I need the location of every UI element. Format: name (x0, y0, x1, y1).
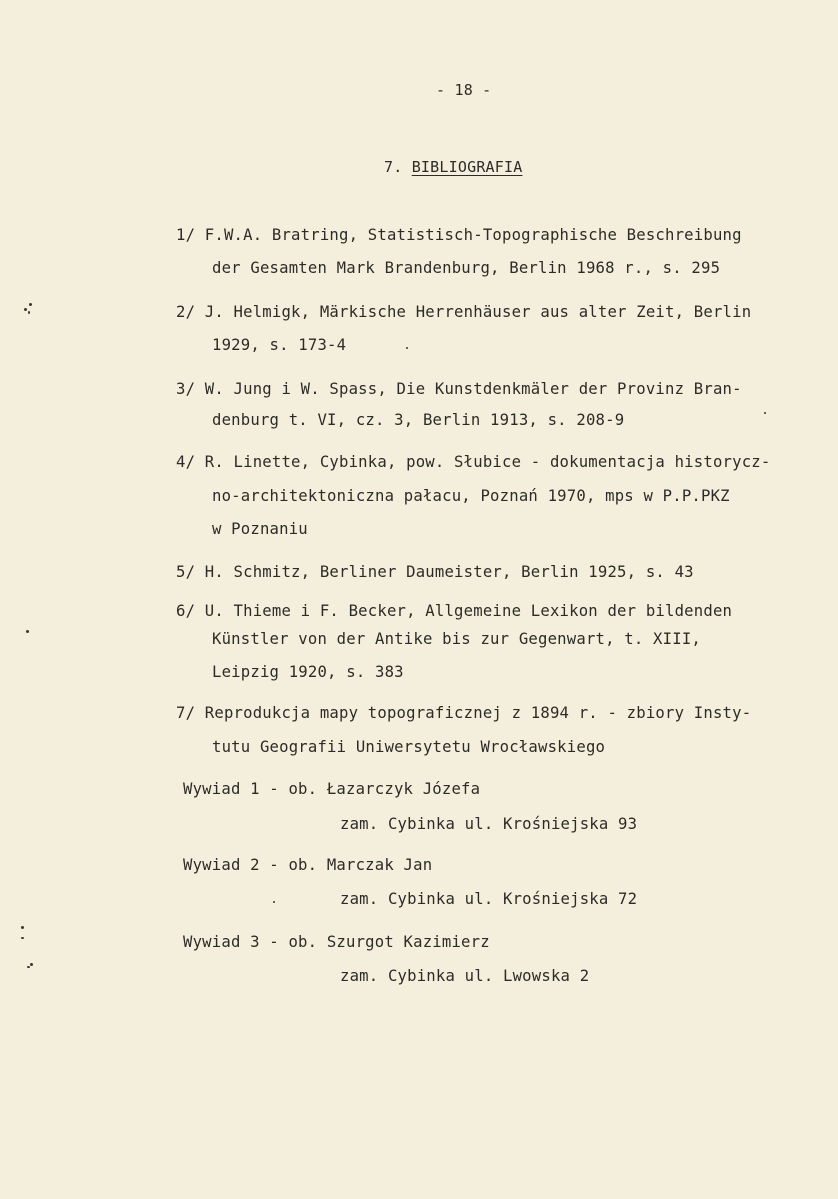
paper-speck (21, 937, 24, 939)
paper-speck (406, 347, 408, 349)
paper-speck (273, 901, 275, 903)
reference-6-line-1: 6/ U. Thieme i F. Becker, Allgemeine Lexikon der bildenden (176, 602, 733, 620)
reference-1-line-1: 1/ F.W.A. Bratring, Statistisch-Topographische Beschreibung (176, 226, 742, 244)
section-title: BIBLIOGRAFIA (411, 158, 523, 176)
reference-6-line-2: Künstler von der Antike bis zur Gegenwart, t. XIII, (212, 630, 701, 648)
page-number: - 18 - (436, 81, 492, 99)
reference-3-line-2: denburg t. VI, cz. 3, Berlin 1913, s. 208-9 (212, 411, 625, 429)
interview-1-label: Wywiad 1 - ob. Łazarczyk Józefa (183, 780, 481, 798)
interview-3-address: zam. Cybinka ul. Lwowska 2 (340, 967, 590, 985)
reference-7-line-1: 7/ Reprodukcja mapy topograficznej z 1894 r. - zbiory Insty- (176, 704, 752, 722)
interview-2-label: Wywiad 2 - ob. Marczak Jan (183, 856, 433, 874)
reference-1-line-2: der Gesamten Mark Brandenburg, Berlin 1968 r., s. 295 (212, 259, 721, 277)
paper-speck (28, 311, 30, 314)
reference-3-line-1: 3/ W. Jung i W. Spass, Die Kunstdenkmäler der Provinz Bran- (176, 380, 742, 398)
paper-speck (764, 412, 766, 414)
paper-speck (27, 966, 30, 968)
reference-4-line-2: no-architektoniczna pałacu, Poznań 1970, mps w P.P.PKZ (212, 487, 730, 505)
reference-2-line-2: 1929, s. 173-4 (212, 336, 347, 354)
reference-2-line-1: 2/ J. Helmigk, Märkische Herrenhäuser aus alter Zeit, Berlin (176, 303, 752, 321)
paper-speck (21, 926, 24, 929)
reference-7-line-2: tutu Geografii Uniwersytetu Wrocławskiego (212, 738, 606, 756)
interview-1-address: zam. Cybinka ul. Krośniejska 93 (340, 815, 638, 833)
section-heading (384, 157, 522, 177)
reference-6-line-3: Leipzig 1920, s. 383 (212, 663, 404, 681)
reference-4-line-3: w Poznaniu (212, 520, 308, 538)
section-number: 7. (384, 158, 403, 176)
paper-speck (30, 963, 33, 966)
reference-4-line-1: 4/ R. Linette, Cybinka, pow. Słubice - dokumentacja historycz- (176, 453, 771, 471)
interview-2-address: zam. Cybinka ul. Krośniejska 72 (340, 890, 638, 908)
paper-speck (24, 308, 27, 311)
paper-speck (29, 303, 32, 306)
reference-5-line-1: 5/ H. Schmitz, Berliner Daumeister, Berlin 1925, s. 43 (176, 563, 694, 581)
interview-3-label: Wywiad 3 - ob. Szurgot Kazimierz (183, 933, 490, 951)
paper-speck (26, 630, 29, 633)
